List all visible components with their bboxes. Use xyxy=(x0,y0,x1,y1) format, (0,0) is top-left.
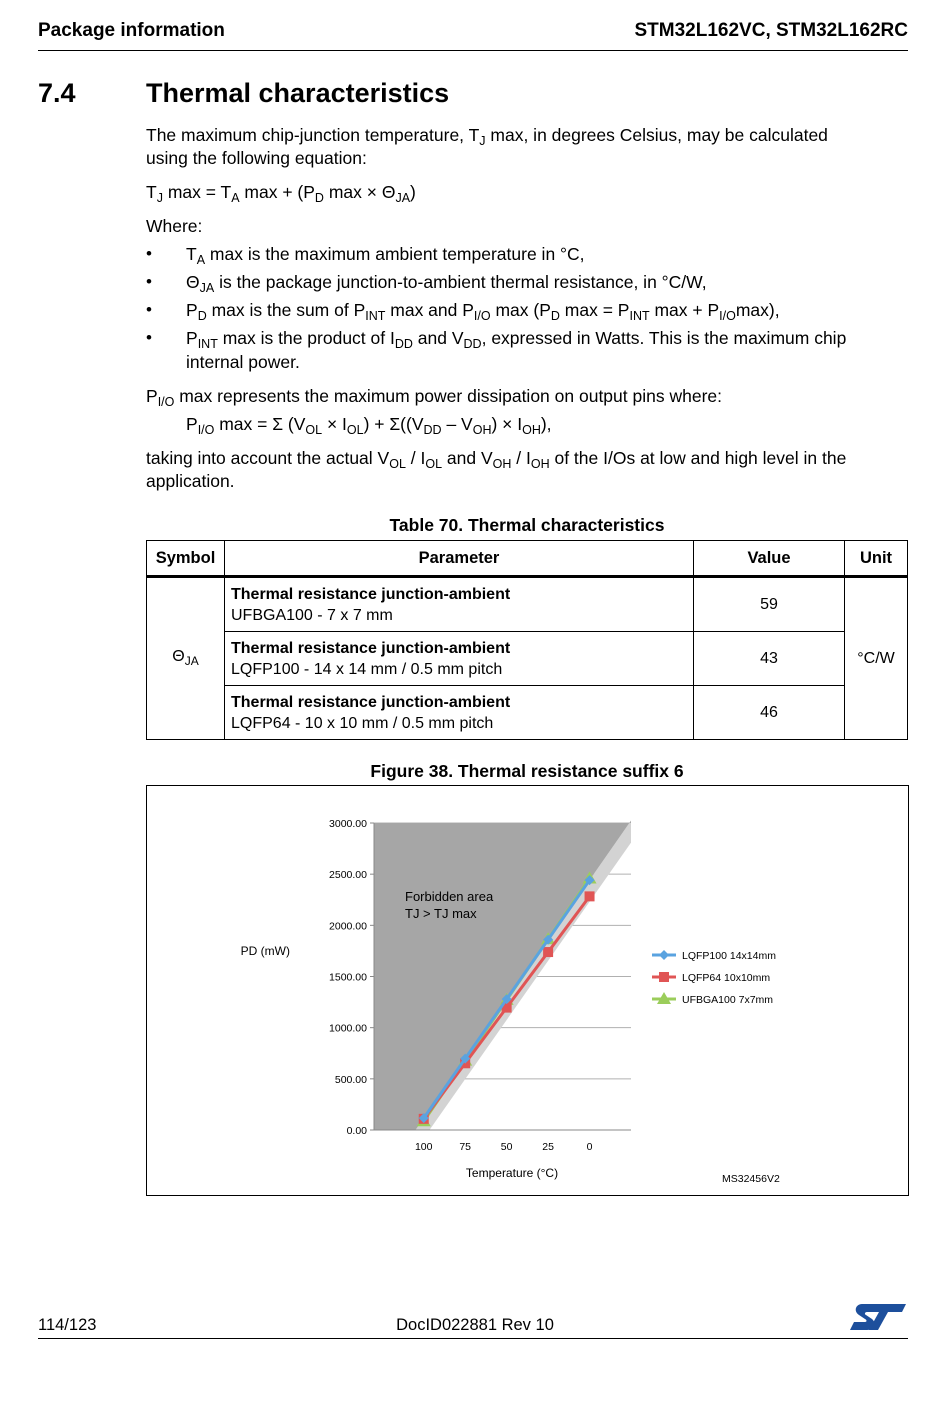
unit-cell: °C/W xyxy=(845,577,908,740)
bullet-dot: • xyxy=(146,272,152,291)
where-label: Where: xyxy=(146,216,203,236)
thermal-table xyxy=(146,540,908,740)
data-point xyxy=(659,950,669,960)
y-tick-label: 2500.00 xyxy=(329,869,367,882)
table-row xyxy=(147,686,908,740)
pio-equation: $P_{I/O}$ max = Σ $(V_{OL} \times I_{OL}) + \Sigma((V_{DD} - V_{OH}) \times I_{OH})$, xyxy=(186,414,552,437)
section-title: Thermal characteristics xyxy=(146,78,450,108)
x-tick-label: 50 xyxy=(500,1141,513,1153)
param-cell: Thermal resistance junction-ambient LQFP100 - 14 x 14 mm / 0.5 mm pitch xyxy=(225,632,694,686)
x-tick-label: 100 xyxy=(414,1141,433,1153)
x-tick-label: 0 xyxy=(586,1141,593,1153)
symbol-cell: $\Theta_{JA}$ xyxy=(147,577,225,740)
section-number: 7.4 xyxy=(38,78,76,108)
forbidden-area-label: Forbidden area xyxy=(405,889,494,904)
header-rule xyxy=(38,50,908,51)
data-point xyxy=(659,972,669,982)
pio-note-cont: application. xyxy=(146,471,235,491)
forbidden-area xyxy=(374,821,631,1130)
legend-label: UFBGA100 7x7mm xyxy=(682,994,774,1006)
y-tick-label: 1000.00 xyxy=(329,1022,367,1035)
bullet-pint-cont: internal power. xyxy=(186,352,300,372)
bullet-theta: $\Theta_{JA}$ is the package junction-to-ambient thermal resistance, in °C/W, xyxy=(186,272,707,295)
data-point xyxy=(585,891,595,901)
bullet-pint: $P_{INT}$ max is the product of $I_{DD}$ and $V_{DD}$, expressed in Watts. This is the maximum chip xyxy=(186,328,847,351)
intro-line-2: using the following equation: xyxy=(146,148,367,168)
bullet-dot: • xyxy=(146,300,152,319)
x-tick-label: 25 xyxy=(542,1141,554,1153)
x-axis-label: Temperature (°C) xyxy=(465,1166,559,1180)
thermal-chart xyxy=(147,786,908,1195)
header-part-numbers: STM32L162VC, STM32L162RC xyxy=(634,20,908,41)
pio-note: taking into account the actual $V_{OL} / I_{OL}$ and $V_{OH} / I_{OH}$ of the I/Os at low and high level in the xyxy=(146,448,847,471)
col-symbol: Symbol xyxy=(147,541,225,577)
col-parameter: Parameter xyxy=(225,541,694,577)
value-cell: 59 xyxy=(694,577,845,632)
bullet-pd: $P_D$ max is the sum of $P_{INT}$ max and $P_{I/O}$ $\max (P_D$ $\max = P_{INT}$ $\max + P_{I/O}\max$), xyxy=(186,300,780,323)
value-cell: 43 xyxy=(694,632,845,686)
legend-label: LQFP64 10x10mm xyxy=(682,972,771,984)
table-caption: Table 70. Thermal characteristics xyxy=(389,515,665,535)
doc-id: DocID022881 Rev 10 xyxy=(396,1316,554,1334)
table-row xyxy=(147,632,908,686)
param-cell: Thermal resistance junction-ambient UFBGA100 - 7 x 7 mm xyxy=(225,577,694,632)
bullet-dot: • xyxy=(146,244,152,263)
col-value: Value xyxy=(694,541,845,577)
y-tick-label: 0.00 xyxy=(346,1125,367,1137)
bullet-dot: • xyxy=(146,328,152,347)
table-row xyxy=(147,577,908,632)
x-tick-label: 75 xyxy=(459,1141,472,1153)
forbidden-area-label-2: TJ > TJ max xyxy=(405,906,477,921)
y-axis-label: PD (mW) xyxy=(240,944,290,958)
st-logo xyxy=(848,1300,908,1334)
page-number: 114/123 xyxy=(38,1316,97,1334)
col-unit: Unit xyxy=(845,541,908,577)
figure-frame xyxy=(146,785,909,1196)
figure-caption: Figure 38. Thermal resistance suffix 6 xyxy=(370,761,684,781)
figure-code: MS32456V2 xyxy=(722,1173,780,1185)
pio-intro: $P_{I/O}$ max represents the maximum power dissipation on output pins where: xyxy=(146,386,722,409)
param-cell: Thermal resistance junction-ambient LQFP64 - 10 x 10 mm / 0.5 mm pitch xyxy=(225,686,694,740)
y-tick-label: 1500.00 xyxy=(329,971,367,984)
y-tick-label: 3000.00 xyxy=(329,818,367,830)
bullet-ta: $T_A$ max is the maximum ambient temperature in °C, xyxy=(186,244,585,267)
y-tick-label: 500.00 xyxy=(334,1073,367,1086)
intro-line-1: The maximum chip-junction temperature, $T_J$ max, in degrees Celsius, may be calculated xyxy=(146,125,828,148)
y-tick-label: 2000.00 xyxy=(329,920,367,933)
footer-rule xyxy=(38,1338,908,1339)
legend-label: LQFP100 14x14mm xyxy=(682,950,776,962)
header-section-title: Package information xyxy=(38,20,225,41)
equation: $T_J$ $\max = T_A$ $\max + (P_D$ $\max \times \Theta_{JA}$) xyxy=(146,182,416,205)
table-header-row xyxy=(147,541,908,577)
data-point xyxy=(543,947,553,957)
value-cell: 46 xyxy=(694,686,845,740)
